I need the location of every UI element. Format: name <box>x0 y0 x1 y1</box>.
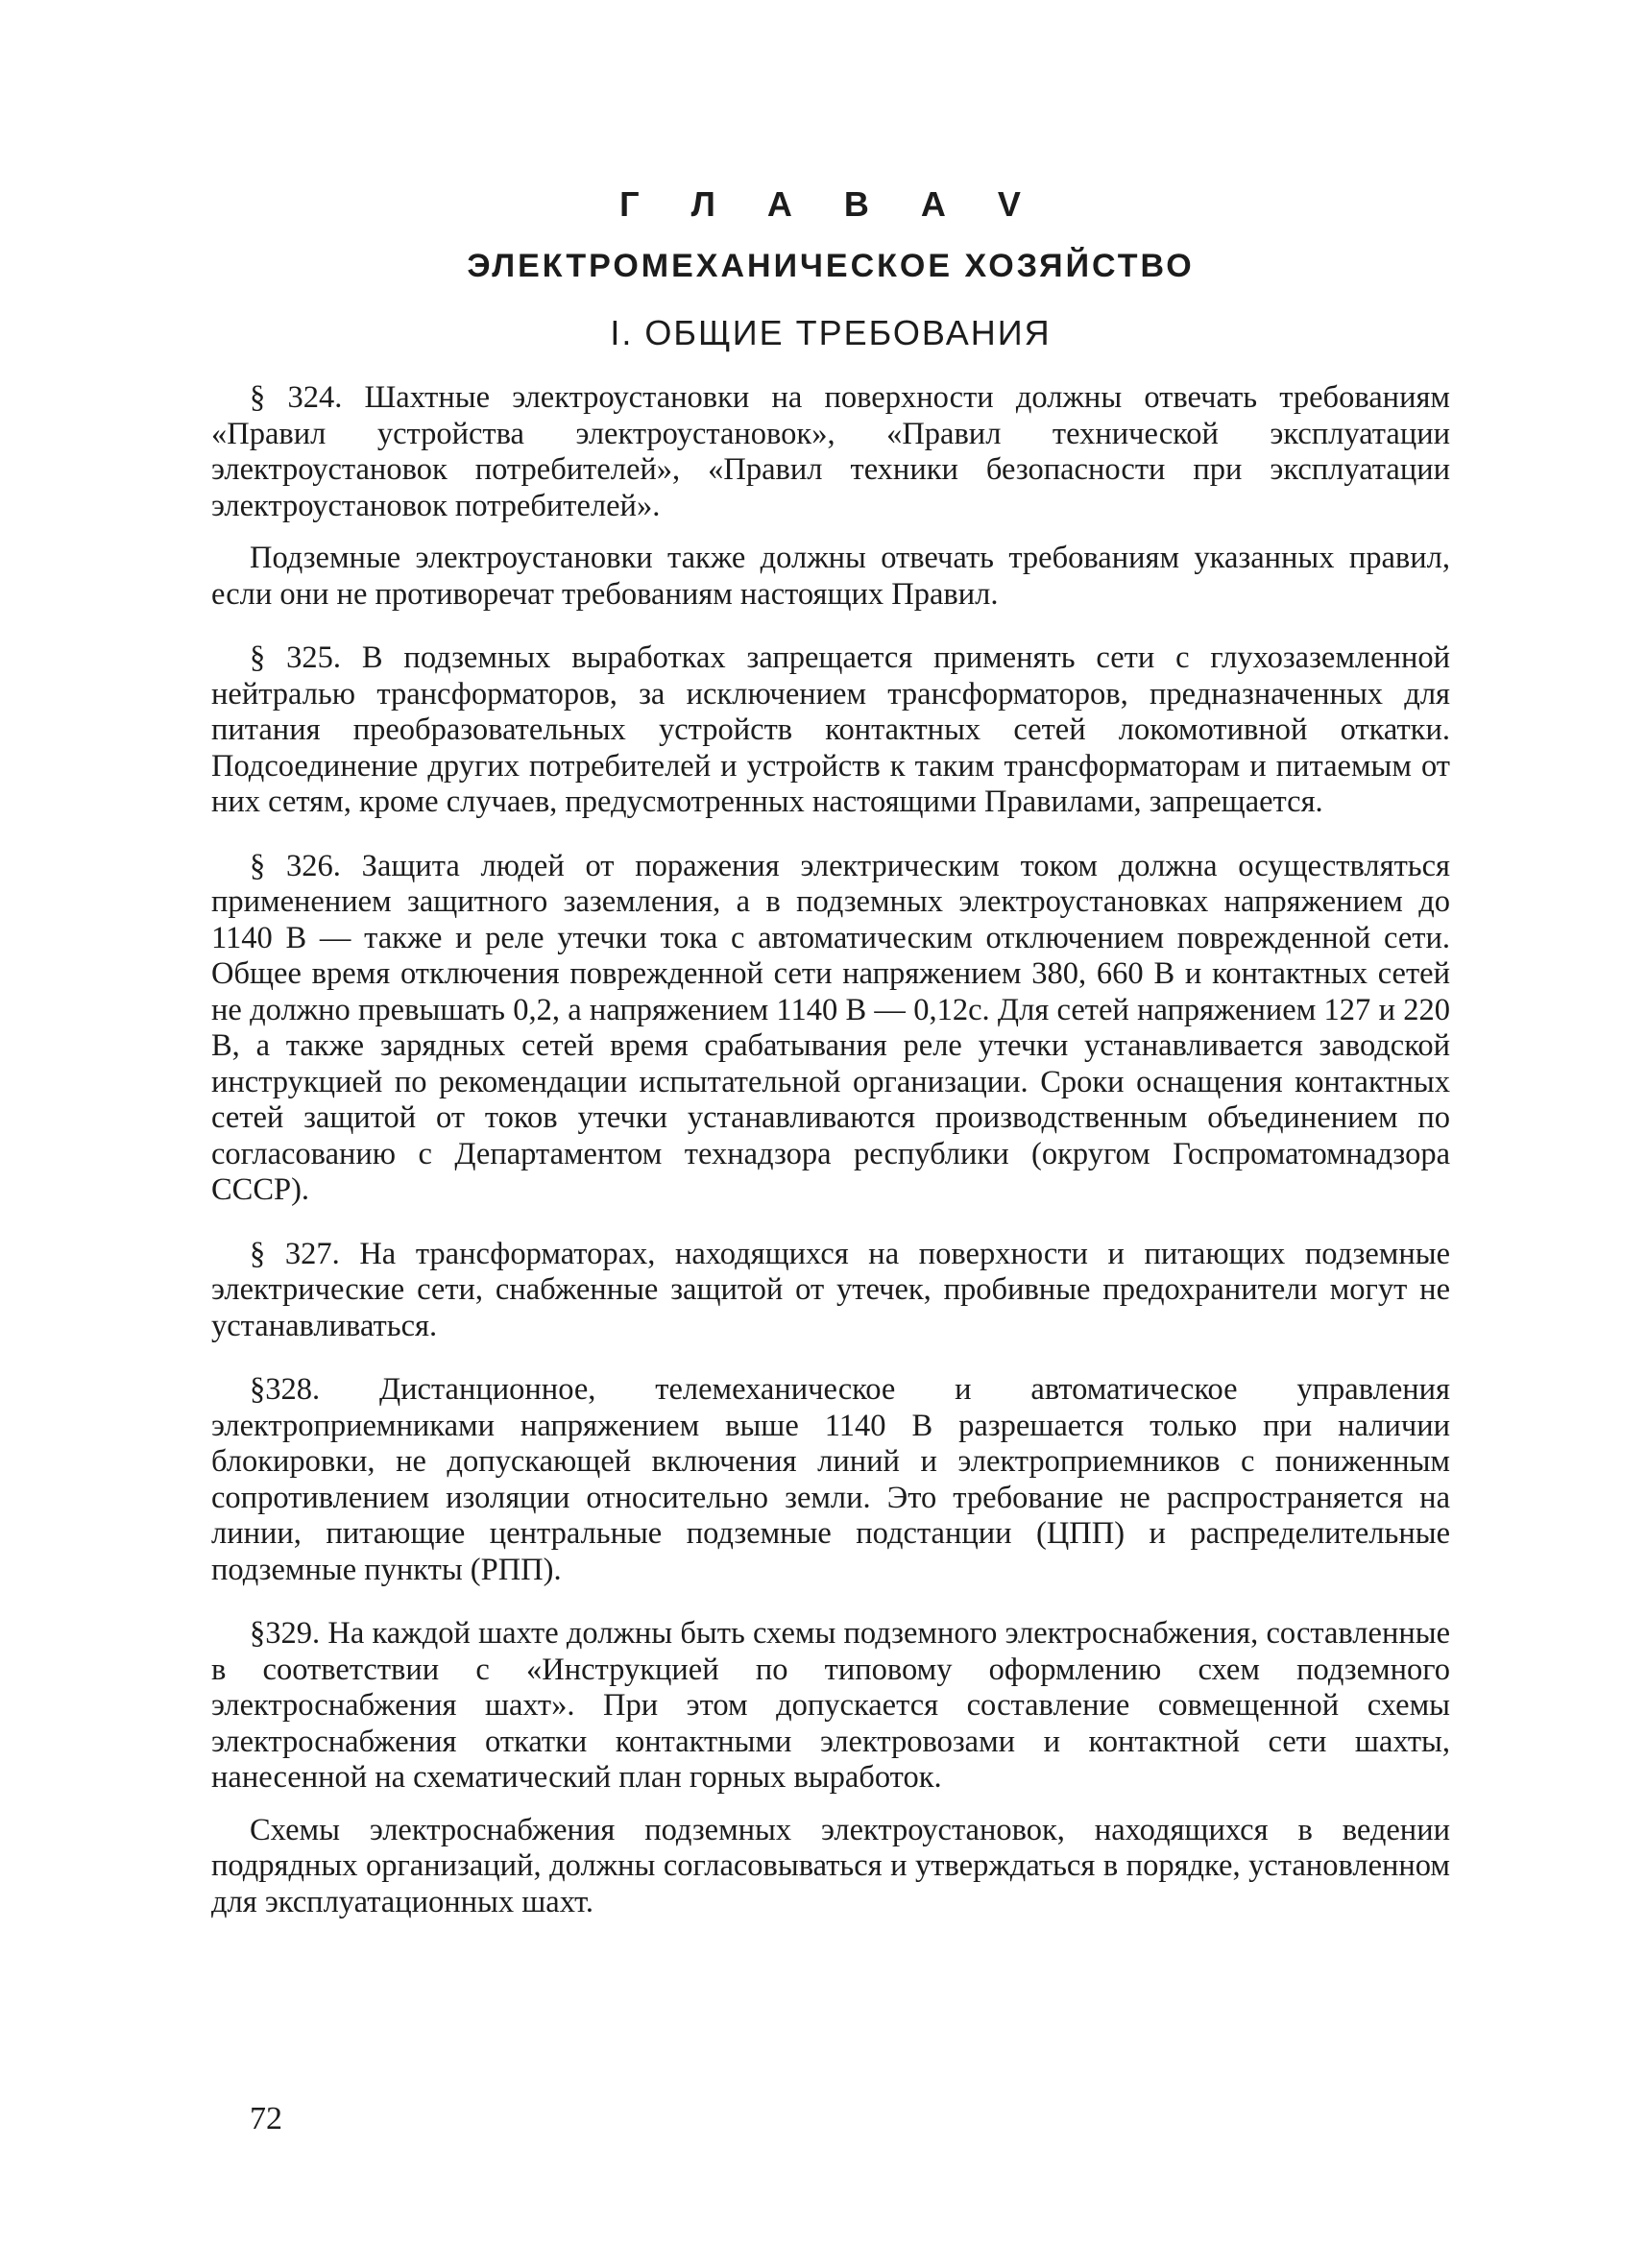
document-page <box>211 0 1450 2268</box>
paragraph-324-continued: Подземные электроустановки также должны отвечать требованиям указанных правил, если они не противоречат требованиям настоящих Правил. <box>211 541 1450 612</box>
page-number: 72 <box>250 2101 282 2136</box>
body-text <box>211 380 1450 1920</box>
paragraph-329: §329. На каждой шахте должны быть схемы подземного электроснабжения, составленные в соответствии с «Инструкцией по типовому оформлению схем подземного электроснабжения шахт». При этом допускается составление совмещенной схемы электроснабжения откатки контактными электровозами и контактной сети шахты, нанесенной на схематический план горных выработок. <box>211 1616 1450 1795</box>
chapter-title: ЭЛЕКТРОМЕХАНИЧЕСКОЕ ХОЗЯЙСТВО <box>467 248 1195 284</box>
paragraph-325: § 325. В подземных выработках запрещается применять сети с глухозаземленной нейтралью трансформаторов, за исключением трансформаторов, предназначенных для питания преобразовательных устройств контактных сетей локомотивной откатки. Подсоединение других потребителей и устройств к таким трансформаторам и питаемым от них сетям, кроме случаев, предусмотренных настоящими Правилами, запрещается. <box>211 640 1450 819</box>
paragraph-326: § 326. Защита людей от поражения электрическим током должна осуществляться применением защитного заземления, а в подземных электроустановках напряжением до 1140 В — также и реле утечки тока с автоматическим отключением поврежденной сети. Общее время отключения поврежденной сети напряжением 380, 660 В и контактных сетей не должно превышать 0,2, а напряжением 1140 В — 0,12с. Для сетей напряжением 127 и 220 В, а также зарядных сетей время срабатывания реле утечки устанавливается заводской инструкцией по рекомендации испытательной организации. Сроки оснащения контактных сетей защитой от токов утечки устанавливаются производственным объединением по согласованию с Департаментом технадзора республики (округом Госпроматомнадзора СССР). <box>211 848 1450 1207</box>
paragraph-328: §328. Дистанционное, телемеханическое и автоматическое управления электроприемниками напряжением выше 1140 В разрешается только при наличии блокировки, не допускающей включения линий и электроприемников с пониженным сопротивлением изоляции относительно земли. Это требование не распространяется на линии, питающие центральные подземные подстанции (ЦПП) и распределительные подземные пункты (РПП). <box>211 1372 1450 1587</box>
paragraph-324: § 324. Шахтные электроустановки на поверхности должны отвечать требованиям «Правил устройства электроустановок», «Правил технической эксплуатации электроустановок потребителей», «Правил техники безопасности при эксплуатации электроустановок потребителей». <box>211 380 1450 523</box>
paragraph-327: § 327. На трансформаторах, находящихся на поверхности и питающих подземные электрические сети, снабженные защитой от утечек, пробивные предохранители могут не устанавливаться. <box>211 1236 1450 1343</box>
section-title: I. ОБЩИЕ ТРЕБОВАНИЯ <box>610 313 1052 352</box>
chapter-label: Г Л А В А V <box>619 184 1042 224</box>
paragraph-329-continued: Схемы электроснабжения подземных электроустановок, находящихся в ведении подрядных организаций, должны согласовываться и утверждаться в порядке, установленном для эксплуатационных шахт. <box>211 1812 1450 1919</box>
